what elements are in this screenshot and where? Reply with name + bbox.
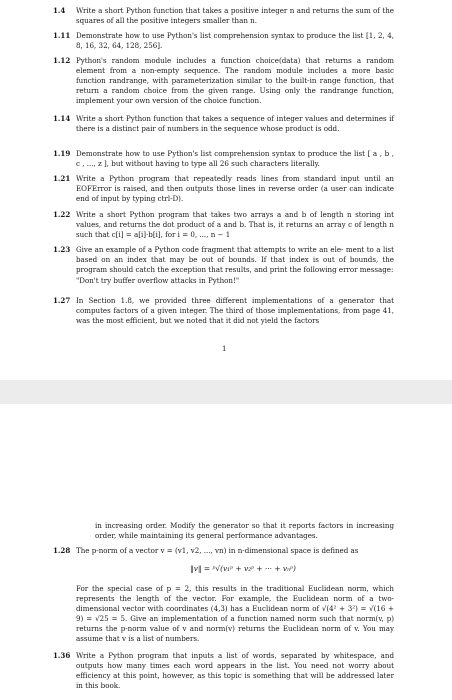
exercise-1-4 [53, 6, 394, 26]
exercise-number: 1.4 [53, 6, 66, 15]
exercise-1-12 [53, 56, 394, 106]
continuation-text: in increasing order. Modify the generator so that it reports factors in increasing order, while maintaining its general performance advantages. [95, 521, 394, 540]
exercise-number: 1.21 [53, 174, 71, 183]
exercise-text: Write a Python program that repeatedly reads lines from standard input until an EOFError is raised, and then outputs those lines in reverse order (a user can indicate end of input by typing ctrl-D). [76, 174, 394, 203]
exercise-1-22 [53, 210, 394, 240]
exercise-number: 1.27 [53, 296, 71, 305]
exercise-number: 1.22 [53, 210, 71, 219]
error-message-quote: "Don't try buffer overflow attacks in Python!" [76, 275, 240, 285]
exercise-text: The p-norm of a vector v = (v1, v2, ..., vn) in n-dimensional space is defined as [76, 546, 359, 555]
exercise-number: 1.19 [53, 149, 71, 158]
exercise-1-28-continued [76, 584, 394, 643]
exercise-text: Write a short Python program that takes two arrays a and b of length n storing int values, and returns the dot product of a and b. That is, it returns an array c of length n such that c[i] = a[i]·b[i], for i = 0, ..., n − 1 [76, 210, 394, 239]
exercise-number: 1.28 [53, 546, 71, 555]
p-norm-formula: ‖v‖ = ᵖ√(v₁ᵖ + v₂ᵖ + ··· + vₙᵖ) [190, 564, 296, 573]
exercise-text: Write a short Python function that takes a sequence of integer values and determines if there is a distinct pair of numbers in the sequence whose product is odd. [76, 114, 394, 133]
exercise-1-21 [53, 174, 394, 204]
exercise-text: Demonstrate how to use Python's list comprehension syntax to produce the list [1, 2, 4, 8, 16, 32, 64, 128, 256]. [76, 31, 394, 50]
exercise-1-23 [53, 245, 394, 286]
exercise-number: 1.11 [53, 31, 71, 40]
exercise-1-14 [53, 114, 394, 134]
exercise-1-27 [53, 296, 394, 326]
page-2 [0, 404, 452, 700]
exercise-1-19 [53, 149, 394, 169]
exercise-text: Write a short Python function that takes a positive integer n and returns the sum of the squares of all the positive integers smaller than n. [76, 6, 394, 25]
exercise-text: For the special case of p = 2, this results in the traditional Euclidean norm, which represents the length of the vector. For example, the Euclidean norm of a two-dimensional vector with coordinates (4,3) has a Euclidean norm of √(4² + 3²) = √(16 + 9) = √25 = 5. Give an implementation of a function named norm such that norm(v, p) returns the p-norm value of v and norm(v) returns the Euclidean norm of v. You may assume that v is a list of numbers. [76, 584, 394, 643]
exercise-1-36 [53, 651, 394, 691]
exercise-text: In Section 1.8, we provided three different implementations of a generator that computes factors of a given integer. The third of those implementations, from page 41, was the most efficient, but we noted that it did not yield the factors [76, 296, 394, 325]
exercise-text: Python's random module includes a function choice(data) that returns a random element from a non-empty sequence. The random module includes a more basic function randrange, with parameterization similar to the built-in range function, that return a random choice from the given range. Using only the randrange function, implement your own version of the choice function. [76, 56, 394, 105]
exercise-number: 1.36 [53, 651, 71, 660]
exercise-text: Give an example of a Python code fragment that attempts to write an ele- ment to a list based on an index that may be out of bounds. If that index is out of bounds, the program should catch the exception that results, and print the following error message: [76, 245, 394, 274]
exercise-number: 1.23 [53, 245, 71, 254]
exercise-1-28 [53, 546, 394, 556]
exercise-1-11 [53, 31, 394, 51]
exercise-number: 1.12 [53, 56, 71, 65]
exercise-text: Write a Python program that inputs a list of words, separated by whitespace, and outputs how many times each word appears in the list. You need not worry about efficiency at this point, however, as this topic is something that will be addressed later in this book. [76, 651, 394, 690]
exercise-number: 1.14 [53, 114, 71, 123]
exercise-text: Demonstrate how to use Python's list comprehension syntax to produce the list [ a , b , c , ..., z ], but without having to type all 26 such characters literally. [76, 149, 394, 168]
page-number: 1 [222, 345, 227, 353]
